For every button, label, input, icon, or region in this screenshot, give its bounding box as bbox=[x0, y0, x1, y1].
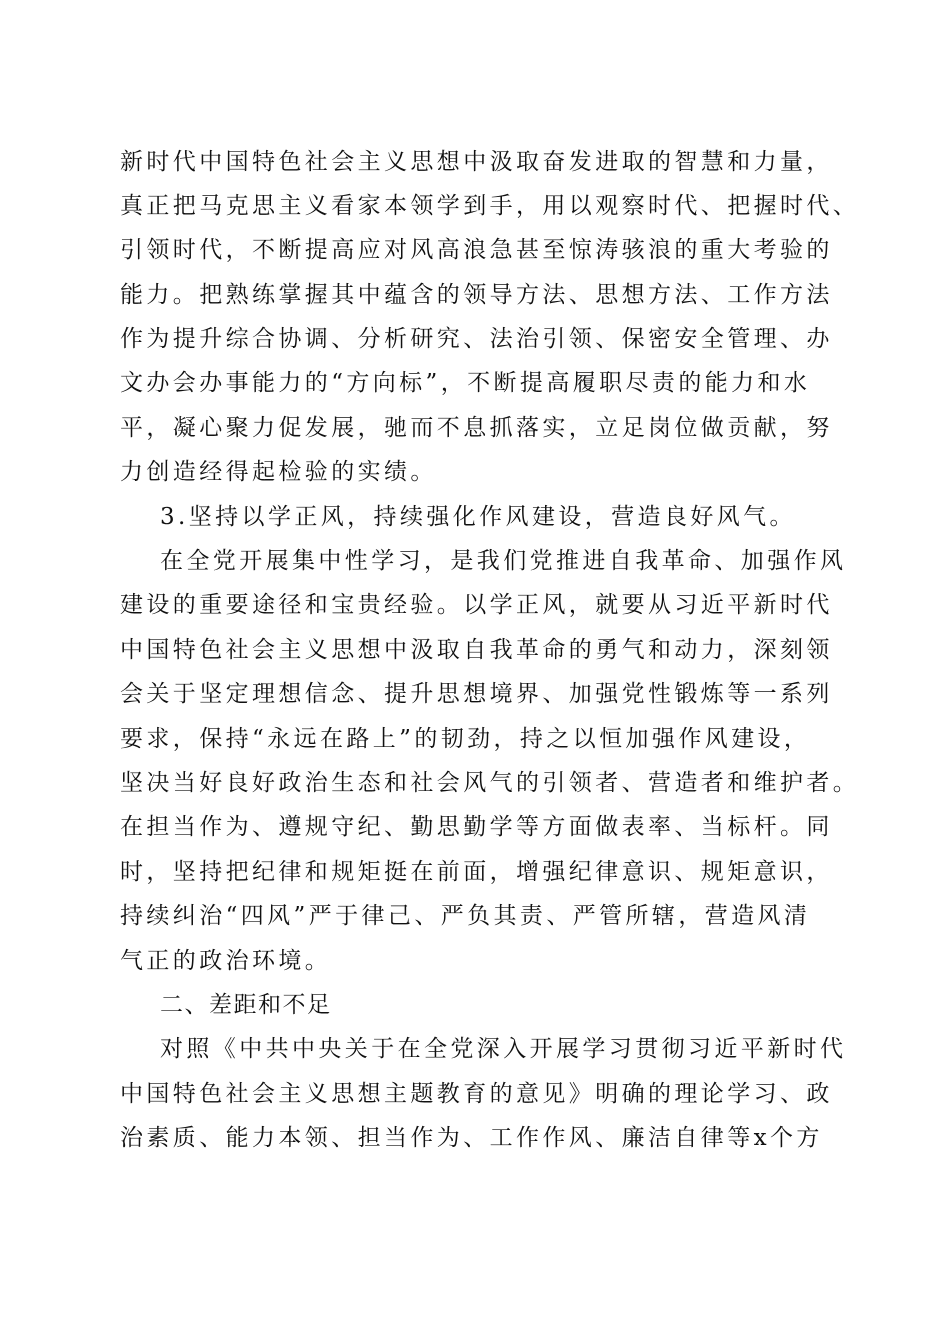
text-line: 中国特色社会主义思想主题教育的意见》明确的理论学习、政 bbox=[120, 1081, 833, 1107]
text-line: 气正的政治环境。 bbox=[120, 948, 332, 974]
section-subheading: 3.坚持以学正风，持续强化作风建设，营造良好风气。 bbox=[160, 504, 796, 530]
text-line: 作为提升综合协调、分析研究、法治引领、保密安全管理、办 bbox=[120, 326, 833, 352]
text-line: 要求，保持“永远在路上”的韧劲，持之以恒加强作风建设， bbox=[120, 726, 811, 752]
text-line: 持续纠治“四风”严于律己、严负其责、严管所辖，营造风清 bbox=[120, 903, 811, 929]
text-line: 引领时代，不断提高应对风高浪急甚至惊涛骇浪的重大考验的 bbox=[120, 237, 833, 263]
text-line: 会关于坚定理想信念、提升思想境界、加强党性锻炼等一系列 bbox=[120, 681, 833, 707]
text-line: 中国特色社会主义思想中汲取自我革命的勇气和动力，深刻领 bbox=[120, 637, 833, 663]
paragraph-first-line: 在全党开展集中性学习，是我们党推进自我革命、加强作风 bbox=[160, 548, 847, 574]
text-line: 力创造经得起检验的实绩。 bbox=[120, 459, 437, 485]
paragraph-first-line: 对照《中共中央关于在全党深入开展学习贯彻习近平新时代 bbox=[160, 1036, 847, 1062]
text-line: 能力。把熟练掌握其中蕴含的领导方法、思想方法、工作方法 bbox=[120, 282, 833, 308]
section-heading: 二、差距和不足 bbox=[160, 992, 332, 1018]
text-line: 时，坚持把纪律和规矩挺在前面，增强纪律意识、规矩意识， bbox=[120, 859, 833, 885]
text-line: 新时代中国特色社会主义思想中汲取奋发进取的智慧和力量， bbox=[120, 149, 833, 175]
text-line: 在担当作为、遵规守纪、勤思勤学等方面做表率、当标杆。同 bbox=[120, 814, 833, 840]
text-line: 坚决当好良好政治生态和社会风气的引领者、营造者和维护者。 bbox=[120, 770, 860, 796]
text-line: 治素质、能力本领、担当作为、工作作风、廉洁自律等x个方 bbox=[120, 1125, 823, 1151]
text-line: 建设的重要途径和宝贵经验。以学正风，就要从习近平新时代 bbox=[120, 592, 833, 618]
text-line: 平，凝心聚力促发展，驰而不息抓落实，立足岗位做贡献，努 bbox=[120, 415, 833, 441]
text-line: 文办会办事能力的“方向标”，不断提高履职尽责的能力和水 bbox=[120, 370, 811, 396]
text-line: 真正把马克思主义看家本领学到手，用以观察时代、把握时代、 bbox=[120, 193, 860, 219]
